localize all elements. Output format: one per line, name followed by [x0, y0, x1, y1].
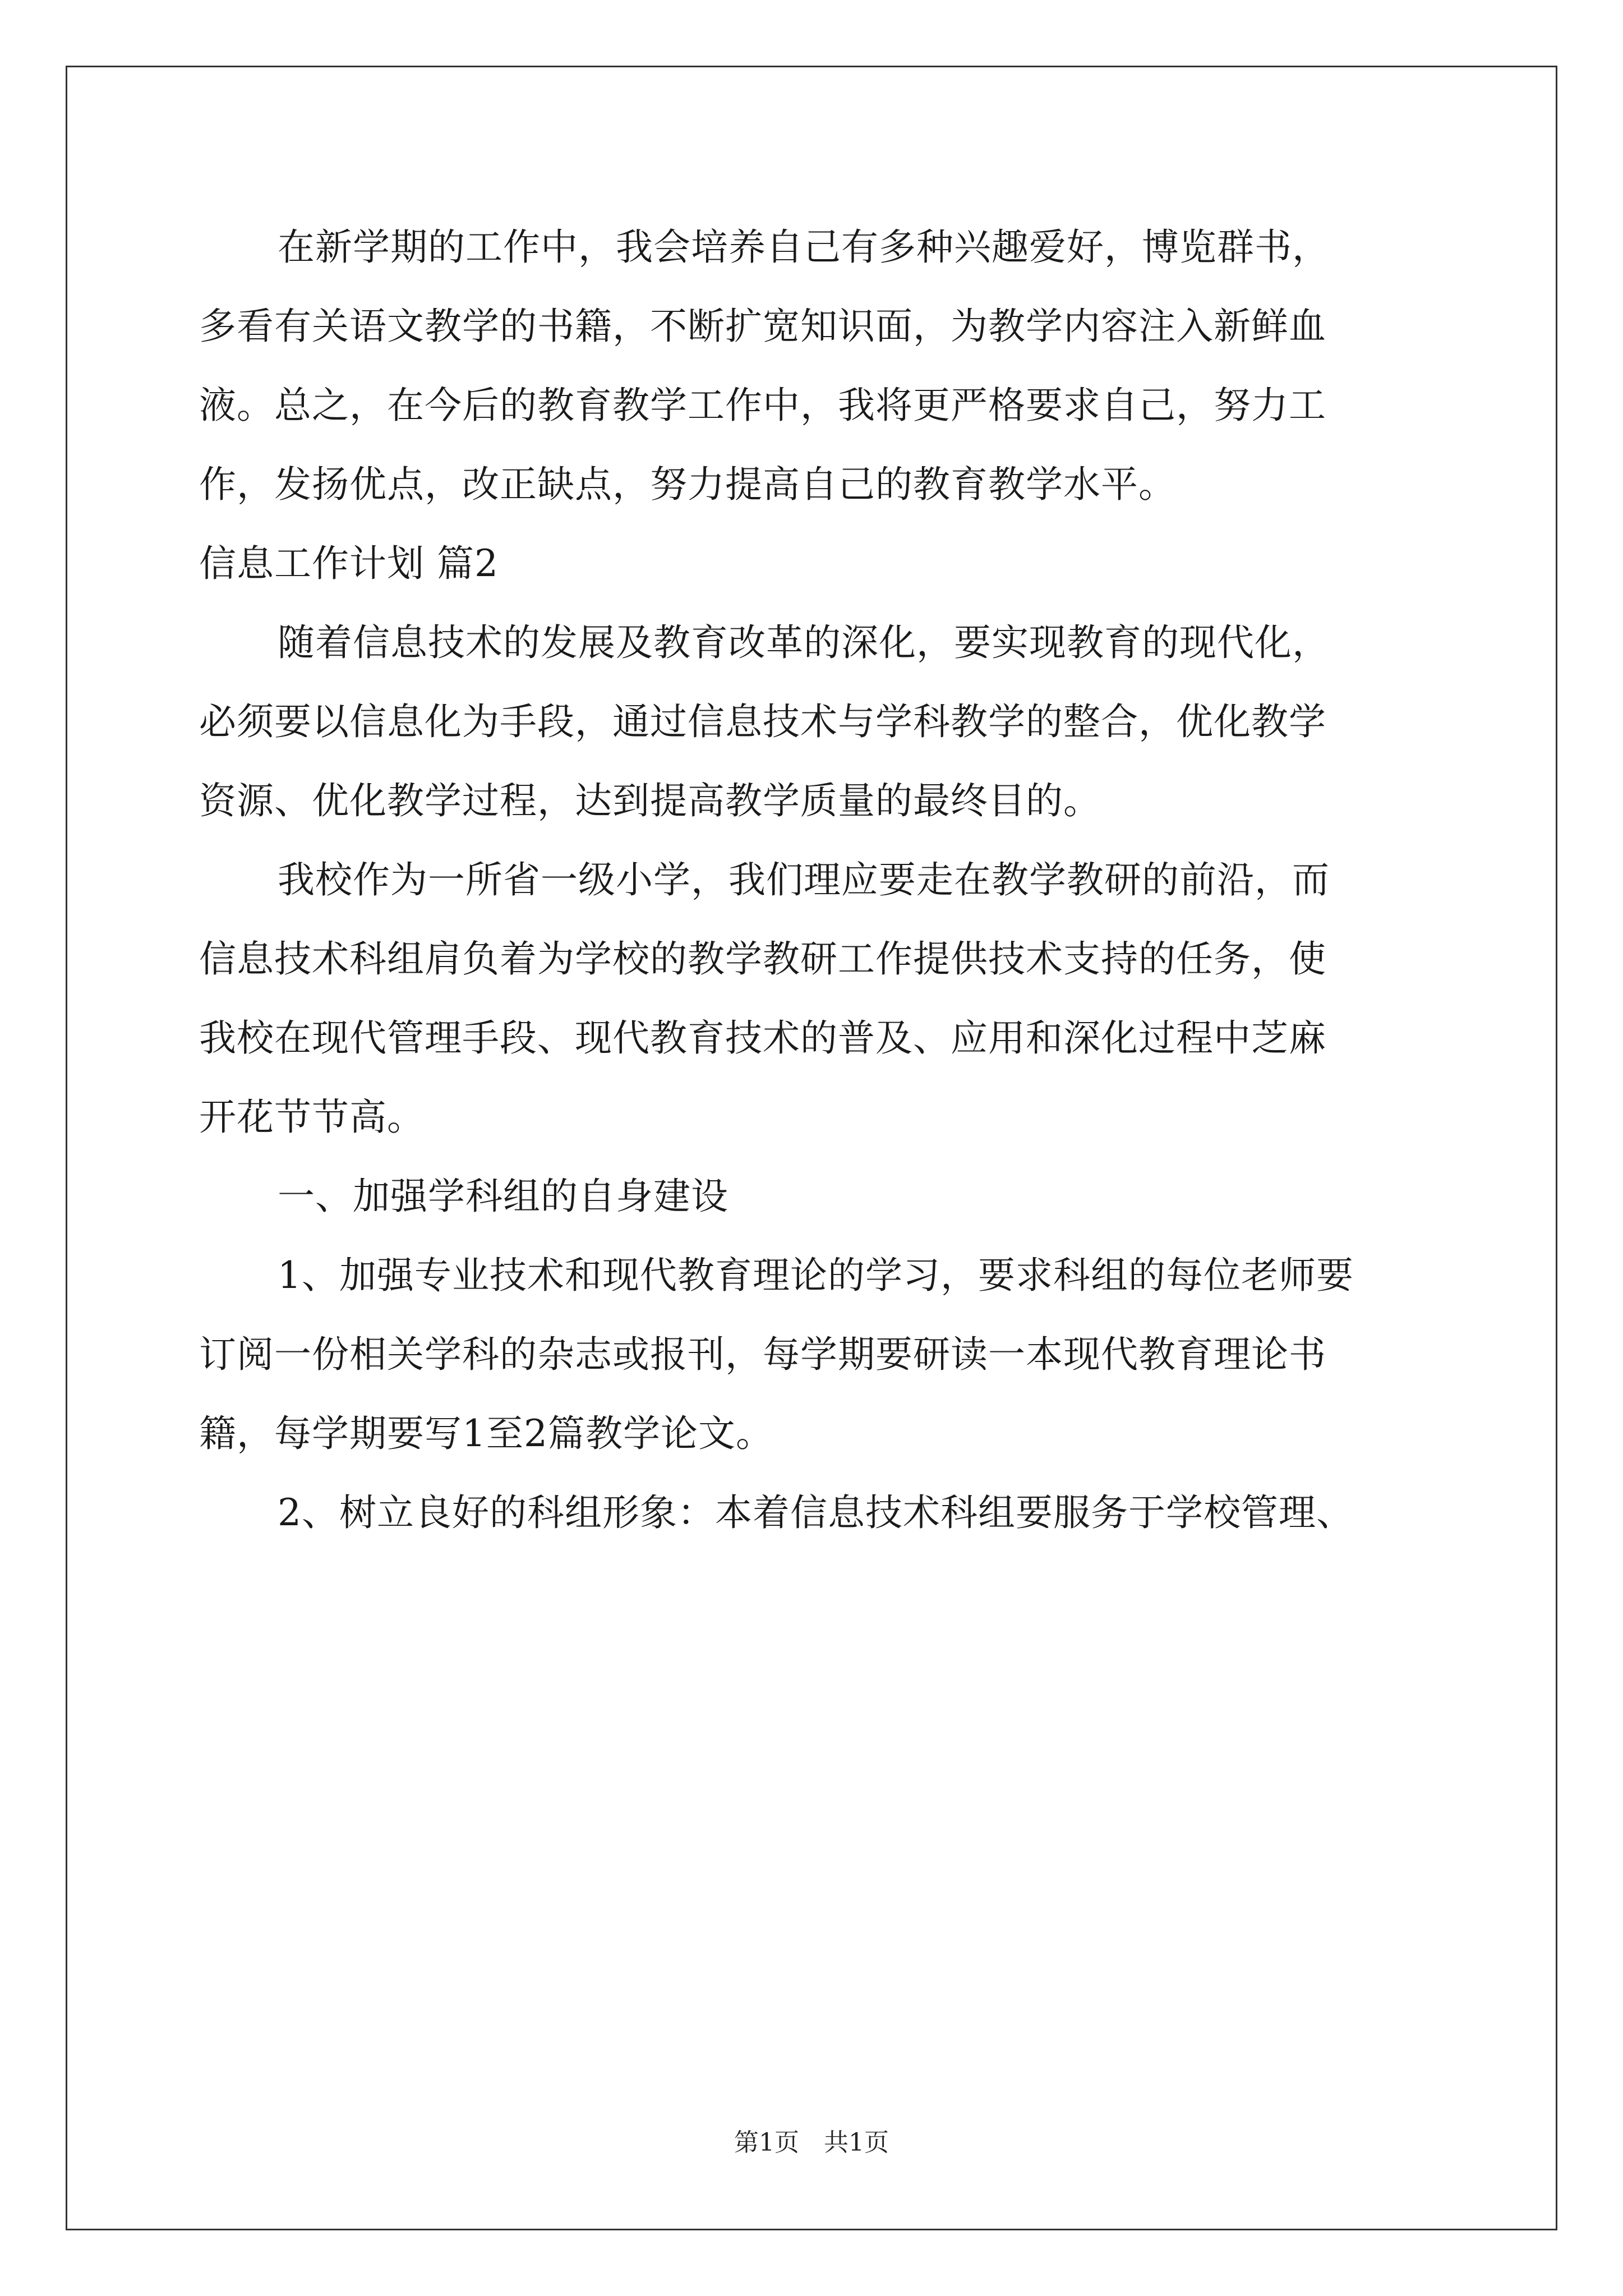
text-line: 开花节节高。	[199, 1096, 425, 1139]
text-line: 2、树立良好的科组形象：本着信息技术科组要服务于学校管理、	[278, 1491, 1354, 1534]
text-line: 必须要以信息化为手段，通过信息技术与学科教学的整合，优化教学	[199, 700, 1326, 743]
text-line: 信息技术科组肩负着为学校的教学教研工作提供技术支持的任务，使	[199, 937, 1326, 981]
text-line: 多看有关语文教学的书籍，不断扩宽知识面，为教学内容注入新鲜血	[199, 305, 1326, 348]
text-line: 我校作为一所省一级小学，我们理应要走在教学教研的前沿，而	[278, 858, 1330, 901]
text-line: 籍，每学期要写1至2篇教学论文。	[199, 1412, 773, 1455]
text-line: 我校在现代管理手段、现代教育技术的普及、应用和深化过程中芝麻	[199, 1016, 1326, 1060]
text-line: 1、加强专业技术和现代教育理论的学习，要求科组的每位老师要	[278, 1254, 1354, 1297]
text-line: 在新学期的工作中，我会培养自己有多种兴趣爱好，博览群书，	[278, 226, 1330, 269]
text-line: 液。总之，在今后的教育教学工作中，我将更严格要求自己，努力工	[199, 384, 1326, 427]
text-line: 作，发扬优点，改正缺点，努力提高自己的教育教学水平。	[199, 463, 1176, 506]
text-line: 随着信息技术的发展及教育改革的深化，要实现教育的现代化，	[278, 621, 1330, 664]
page-number-footer: 第1页 共1页	[734, 2128, 889, 2157]
section-heading: 信息工作计划 篇2	[199, 542, 499, 585]
subsection-heading: 一、加强学科组的自身建设	[278, 1175, 728, 1218]
text-line: 订阅一份相关学科的杂志或报刊，每学期要研读一本现代教育理论书	[199, 1333, 1326, 1376]
document-body	[199, 208, 1433, 1552]
text-line: 资源、优化教学过程，达到提高教学质量的最终目的。	[199, 779, 1101, 822]
